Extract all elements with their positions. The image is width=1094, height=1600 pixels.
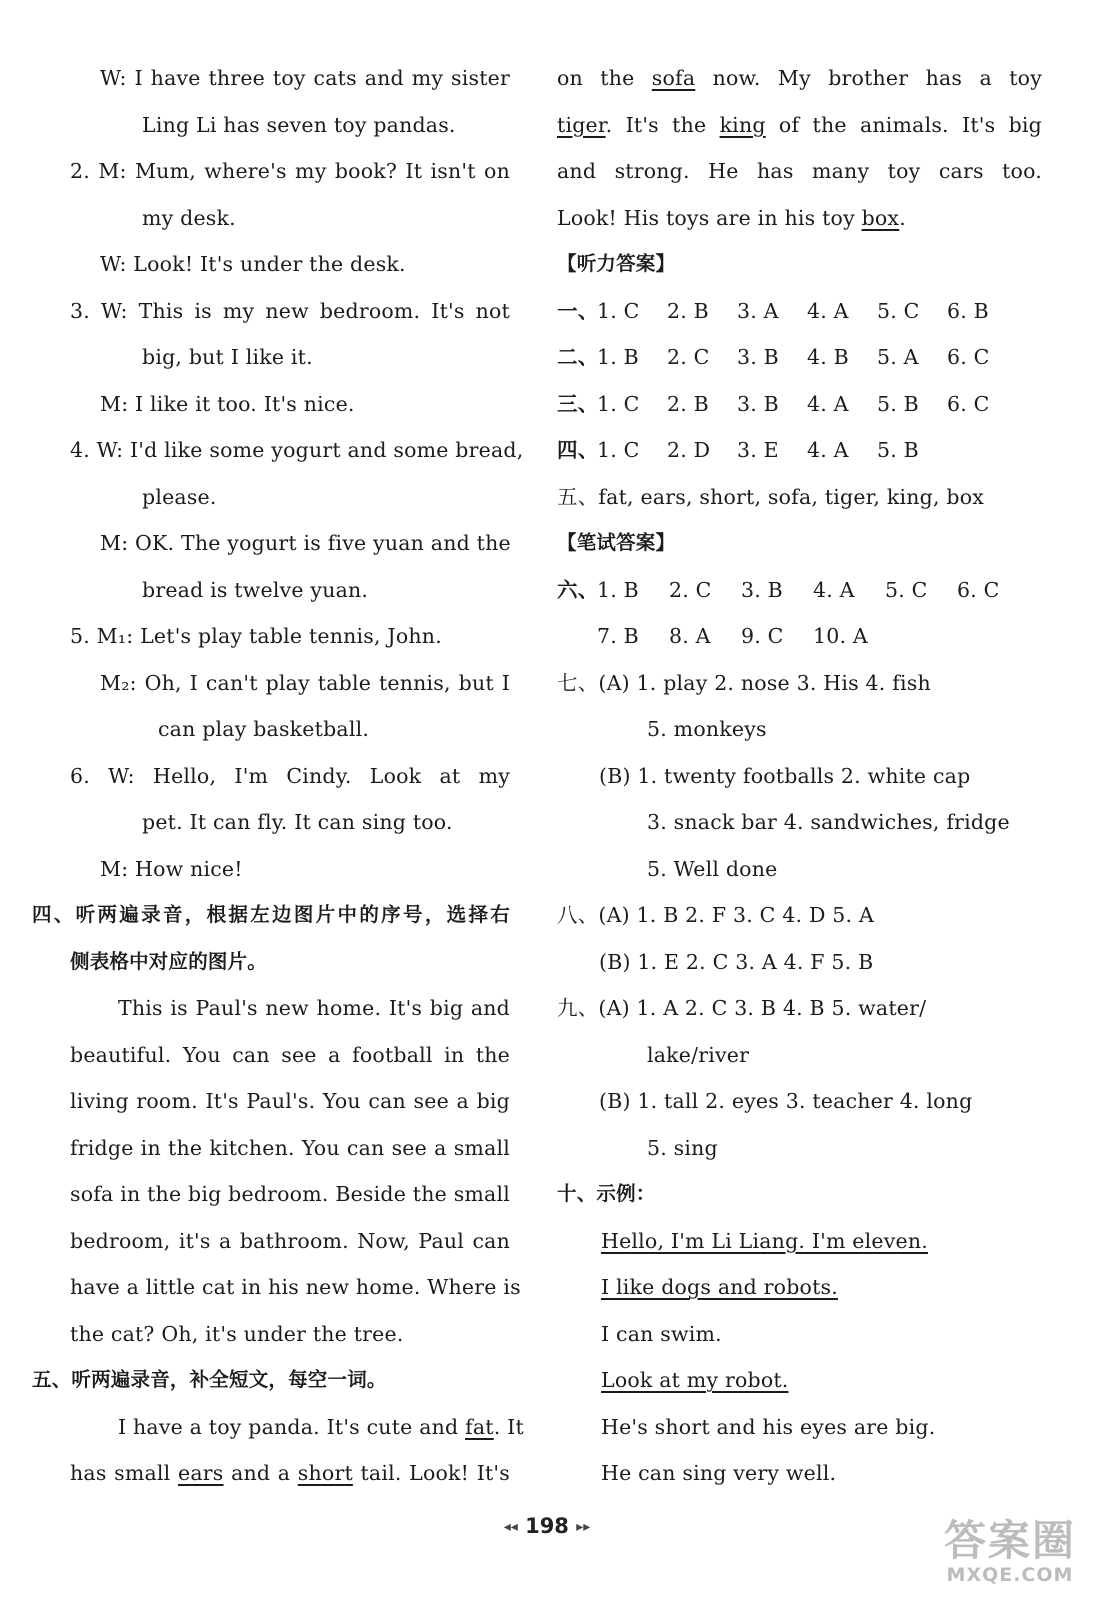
script-line: pet. It can fly. It can sing too. — [142, 810, 453, 834]
sample-sentence: Hello, I'm Li Liang. I'm eleven. — [601, 1228, 928, 1253]
answer-item: 2. C — [667, 345, 710, 369]
script-line: 4. W: I'd like some yogurt and some bread, — [70, 438, 524, 462]
answer-seven-line: 七、(A) 1. play 2. nose 3. His 4. fish — [557, 670, 931, 695]
answer-item: 4. A — [807, 298, 849, 323]
watermark-url: MXQE.COM — [946, 1564, 1074, 1586]
answer-item: 1. C — [597, 298, 640, 323]
answer-six-row: 六、1. B 2. C 3. B 4. A 5. C 6. C — [557, 567, 1042, 614]
listening-answer-row: 一、1. C 2. B 3. A 4. A 5. C 6. B — [557, 288, 1042, 335]
script-line: please. — [142, 484, 217, 509]
answer-item: 4. A — [807, 391, 849, 416]
script-line: 6. W: Hello, I'm Cindy. Look at my — [70, 763, 510, 788]
blank-answer: sofa — [651, 66, 696, 90]
answer-item: 5. B — [877, 438, 919, 462]
story-line: Look! His toys are in his toy box. — [557, 205, 906, 230]
answer-item: 5. A — [877, 345, 919, 369]
script-line: 3. W: This is my new bedroom. It's not — [70, 298, 510, 323]
script-line: bedroom, it's a bathroom. Now, Paul can — [70, 1228, 510, 1253]
story-line: on the sofa now. My brother has a toy — [557, 66, 1042, 90]
section-heading: 侧表格中对应的图片。 — [70, 949, 268, 973]
answer-item: 3. B — [737, 345, 779, 369]
answer-ten-label: 十、示例： — [557, 1182, 656, 1205]
script-line: fridge in the kitchen. You can see a small — [70, 1135, 510, 1160]
answer-item: 2. C — [669, 577, 712, 602]
script-line: M: I like it too. It's nice. — [100, 391, 355, 416]
answer-eight-line: 八、(A) 1. B 2. F 3. C 4. D 5. A — [557, 903, 874, 927]
listening-answer-row: 四、1. C 2. D 3. E 4. A 5. B — [557, 427, 1042, 474]
answer-eight-line: (B) 1. E 2. C 3. A 4. F 5. B — [599, 949, 874, 974]
script-line: big, but I like it. — [142, 345, 313, 369]
script-line: M: OK. The yogurt is five yuan and the — [100, 531, 511, 555]
passage-line: I have a toy panda. It's cute and fat. It — [118, 1414, 524, 1439]
script-line: W: I have three toy cats and my sister — [100, 66, 510, 90]
story-line: tiger. It's the king of the animals. It's big — [557, 112, 1042, 137]
answer-item: 3. B — [741, 577, 783, 602]
sample-sentence: I can swim. — [601, 1321, 722, 1346]
script-line: 5. M₁: Let's play table tennis, John. — [70, 624, 442, 648]
prev-page-arrows: ◂◂ — [503, 1519, 518, 1535]
answer-nine-line: lake/river — [647, 1042, 750, 1067]
blank-answer: short — [297, 1461, 353, 1485]
script-line: living room. It's Paul's. You can see a big — [70, 1089, 510, 1113]
sample-sentence: Look at my robot. — [601, 1368, 789, 1392]
answer-item: 2. D — [667, 438, 711, 462]
answer-item: 3. A — [737, 298, 779, 323]
listening-answer-row: 三、1. C 2. B 3. B 4. A 5. B 6. C — [557, 381, 1042, 428]
script-line: M: How nice! — [100, 856, 243, 881]
answer-item: 5. C — [885, 577, 928, 602]
script-line: beautiful. You can see a football in the — [70, 1042, 510, 1067]
section-heading: 四、听两遍录音，根据左边图片中的序号，选择右 — [32, 903, 510, 926]
passage-line: has small ears and a short tail. Look! It's — [70, 1461, 510, 1485]
listening-answer-row: 二、1. B 2. C 3. B 4. B 5. A 6. C — [557, 334, 1042, 381]
answer-six-row — [557, 613, 1042, 660]
answer-item: 6. C — [947, 345, 990, 369]
answer-item: 9. C — [741, 624, 784, 648]
script-line: This is Paul's new home. It's big and — [118, 996, 510, 1020]
answer-seven-line: 5. monkeys — [647, 717, 767, 741]
story-line: and strong. He has many toy cars too. — [557, 159, 1042, 183]
answer-item: 4. A — [807, 438, 849, 462]
answer-seven-line: (B) 1. twenty footballs 2. white cap — [599, 763, 971, 788]
blank-answer: fat — [465, 1414, 494, 1439]
answer-item: 1. C — [597, 391, 640, 416]
answer-item: 3. E — [737, 438, 779, 462]
script-line: W: Look! It's under the desk. — [100, 252, 406, 276]
listening-answer-five: 五、fat, ears, short, sofa, tiger, king, box — [557, 484, 985, 509]
blank-answer: king — [719, 112, 766, 137]
listening-answers-header: 【听力答案】 — [557, 252, 676, 275]
watermark-logo: 答案圈 — [943, 1516, 1076, 1565]
answer-item: 6. C — [947, 391, 990, 416]
answer-item: 4. A — [813, 577, 855, 602]
script-line: bread is twelve yuan. — [142, 577, 369, 602]
watermark — [944, 1518, 1076, 1586]
answer-nine-line: 5. sing — [647, 1135, 718, 1160]
page-footer — [0, 1514, 1094, 1538]
blank-answer: tiger — [557, 112, 606, 137]
answer-item: 3. B — [737, 391, 779, 416]
answer-item: 1. B — [597, 577, 639, 602]
sample-sentence: He can sing very well. — [601, 1461, 837, 1485]
sample-sentence: I like dogs and robots. — [601, 1275, 838, 1299]
script-line: Ling Li has seven toy pandas. — [142, 112, 456, 137]
blank-answer: box — [861, 205, 900, 230]
answer-item: 10. A — [813, 624, 868, 648]
answer-seven-line: 5. Well done — [647, 856, 778, 881]
answer-nine-line: (B) 1. tall 2. eyes 3. teacher 4. long — [599, 1089, 973, 1113]
script-line: M₂: Oh, I can't play table tennis, but I — [100, 670, 510, 695]
answer-item: 7. B — [597, 624, 639, 648]
right-column — [557, 55, 1042, 1497]
answer-item: 5. C — [877, 298, 920, 323]
answer-item: 8. A — [669, 624, 711, 648]
written-answers-header: 【笔试答案】 — [557, 531, 676, 554]
script-line: sofa in the big bedroom. Beside the small — [70, 1182, 510, 1206]
answer-item: 2. B — [667, 298, 709, 323]
answer-nine-line: 九、(A) 1. A 2. C 3. B 4. B 5. water/ — [557, 996, 927, 1020]
script-line: have a little cat in his new home. Where is — [70, 1275, 521, 1299]
blank-answer: ears — [178, 1461, 224, 1485]
page-number: 198 — [525, 1514, 569, 1538]
sample-sentence: He's short and his eyes are big. — [601, 1414, 936, 1439]
answer-item: 1. C — [597, 438, 640, 462]
answer-item: 1. B — [597, 345, 639, 369]
answer-item: 4. B — [807, 345, 849, 369]
script-line: 2. M: Mum, where's my book? It isn't on — [70, 159, 510, 183]
answer-item: 2. B — [667, 391, 709, 416]
answer-item: 6. B — [947, 298, 989, 323]
script-line: can play basketball. — [158, 717, 370, 741]
script-line: my desk. — [142, 205, 236, 230]
answer-item: 6. C — [957, 577, 1000, 602]
answer-seven-line: 3. snack bar 4. sandwiches, fridge — [647, 810, 1010, 834]
answer-item: 5. B — [877, 391, 919, 416]
next-page-arrows: ▸▸ — [576, 1519, 591, 1535]
script-line: the cat? Oh, it's under the tree. — [70, 1321, 404, 1346]
section-heading: 五、听两遍录音，补全短文，每空一词。 — [32, 1368, 387, 1391]
left-column — [32, 55, 524, 1497]
